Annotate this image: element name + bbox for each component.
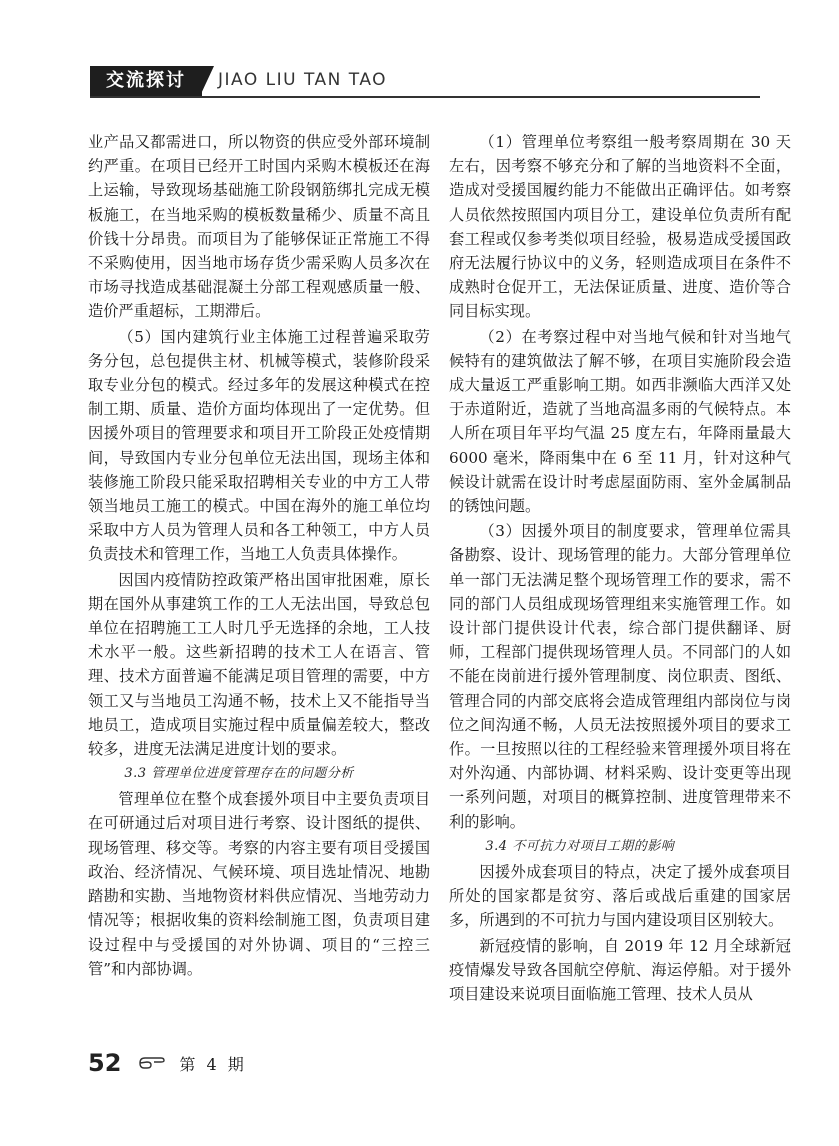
body-paragraph: （5）国内建筑行业主体施工过程普遍采取劳务分包，总包提供主材、机械等模式，装修阶段采取专业分包的模式。经过多年的发展这种模式在控制工期、质量、造价方面均体现出了一定优势。但因援外项目的管理要求和项目开工阶段正处疫情期间，导致国内专业分包单位无法出国，现场主体和装修施工阶段只能采取招聘相关专业的中方工人带领当地员工施工的模式。中国在海外的施工单位均采取中方人员为管理人员和各工种领工，中方人员负责技术和管理工作，当地工人负责具体操作。 [88, 327, 430, 564]
page-number: 52 [88, 1049, 122, 1077]
header-rule [90, 96, 760, 98]
section-heading: 3.3 管理单位进度管理存在的问题分析 [124, 766, 354, 782]
pointing-hand-icon [139, 1056, 165, 1070]
column-tag: 交流探讨 [90, 66, 202, 96]
left-column [88, 130, 430, 982]
body-paragraph: 业产品又都需进口，所以物资的供应受外部环境制约严重。在项目已经开工时国内采购木模板还在海上运输，导致现场基础施工阶段钢筋绑扎完成无模板施工，在当地采购的模板数量稀少、质量不高且价钱十分昂贵。而项目为了能够保证正常施工不得不采购使用，因当地市场存货少需采购人员多次在市场寻找造成基础混凝土分部工程观感质量一般、造价严重超标，工期滞后。 [88, 133, 430, 321]
body-paragraph: 新冠疫情的影响，自 2019 年 12 月全球新冠疫情爆发导致各国航空停航、海运停船。对于援外项目建设来说项目面临施工管理、技术人员从 [449, 936, 791, 1003]
body-paragraph: 管理单位在整个成套援外项目中主要负责项目在可研通过后对项目进行考察、设计图纸的提供、现场管理、移交等。考察的内容主要有项目受援国政治、经济情况、气候环境、项目选址情况、地勘踏勘和实勘、当地物资材料供应情况、当地劳动力情况等；根据收集的资料绘制施工图，负责项目建设过程中与受援国的对外协调、项目的“三控三管”和内部协调。 [88, 790, 430, 978]
body-paragraph: 因国内疫情防控政策严格出国审批困难，原长期在国外从事建筑工作的工人无法出国，导致总包单位在招聘施工工人时几乎无选择的余地，工人技术水平一般。这些新招聘的技术工人在语言、管理、技术方面普遍不能满足项目管理的需要，中方领工又与当地员工沟通不畅，技术上又不能指导当地员工，造成项目实施过程中质量偏差较大，整改较多，进度无法满足进度计划的要求。 [88, 570, 430, 759]
issue-label: 第 4 期 [179, 1054, 247, 1074]
column-pinyin: JIAO LIU TAN TAO [218, 70, 388, 90]
section-heading: 3.4 不可抗力对项目工期的影响 [485, 838, 675, 854]
column-tag-notch [200, 66, 214, 96]
page-header [0, 0, 839, 110]
right-column [449, 130, 791, 1007]
body-paragraph: （1）管理单位考察组一般考察周期在 30 天左右，因考察不够充分和了解的当地资料不全面，造成对受援国履约能力不能做出正确评估。如考察人员依然按照国内项目分工，建设单位负责所有配套工程或仅参考类似项目经验，极易造成受援国政府无法履行协议中的义务，轻则造成项目在条件不成熟时仓促开工，无法保证质量、进度、造价等合同目标实现。 [449, 133, 791, 321]
body-paragraph: （3）因援外项目的制度要求，管理单位需具备勘察、设计、现场管理的能力。大部分管理单位单一部门无法满足整个现场管理工作的要求，需不同的部门人员组成现场管理组来实施管理工作。如设计部门提供设计代表，综合部门提供翻译、厨师，工程部门提供现场管理人员。不同部门的人如不能在岗前进行援外管理制度、岗位职责、图纸、管理合同的内部交底将会造成管理组内部岗位与岗位之间沟通不畅，人员无法按照援外项目的要求工作。一旦按照以往的工程经验来管理援外项目将在对外沟通、内部协调、材料采购、设计变更等出现一系列问题，对项目的概算控制、进度管理带来不利的影响。 [449, 522, 791, 831]
page-footer [88, 1048, 247, 1078]
body-paragraph: 因援外成套项目的特点，决定了援外成套项目所处的国家都是贫穷、落后或战后重建的国家居多，所遇到的不可抗力与国内建设项目区别较大。 [449, 862, 791, 930]
body-paragraph: （2）在考察过程中对当地气候和针对当地气候特有的建筑做法了解不够，在项目实施阶段会造成大量返工严重影响工期。如西非濒临大西洋又处于赤道附近，造就了当地高温多雨的气候特点。本人所在项目年平均气温 25 度左右，年降雨量最大 6000 毫米，降雨集中在 6 至 11 月，针对这种气候设计就需在设计时考虑屋面防雨、室外金属制品的锈蚀问题。 [449, 327, 791, 516]
